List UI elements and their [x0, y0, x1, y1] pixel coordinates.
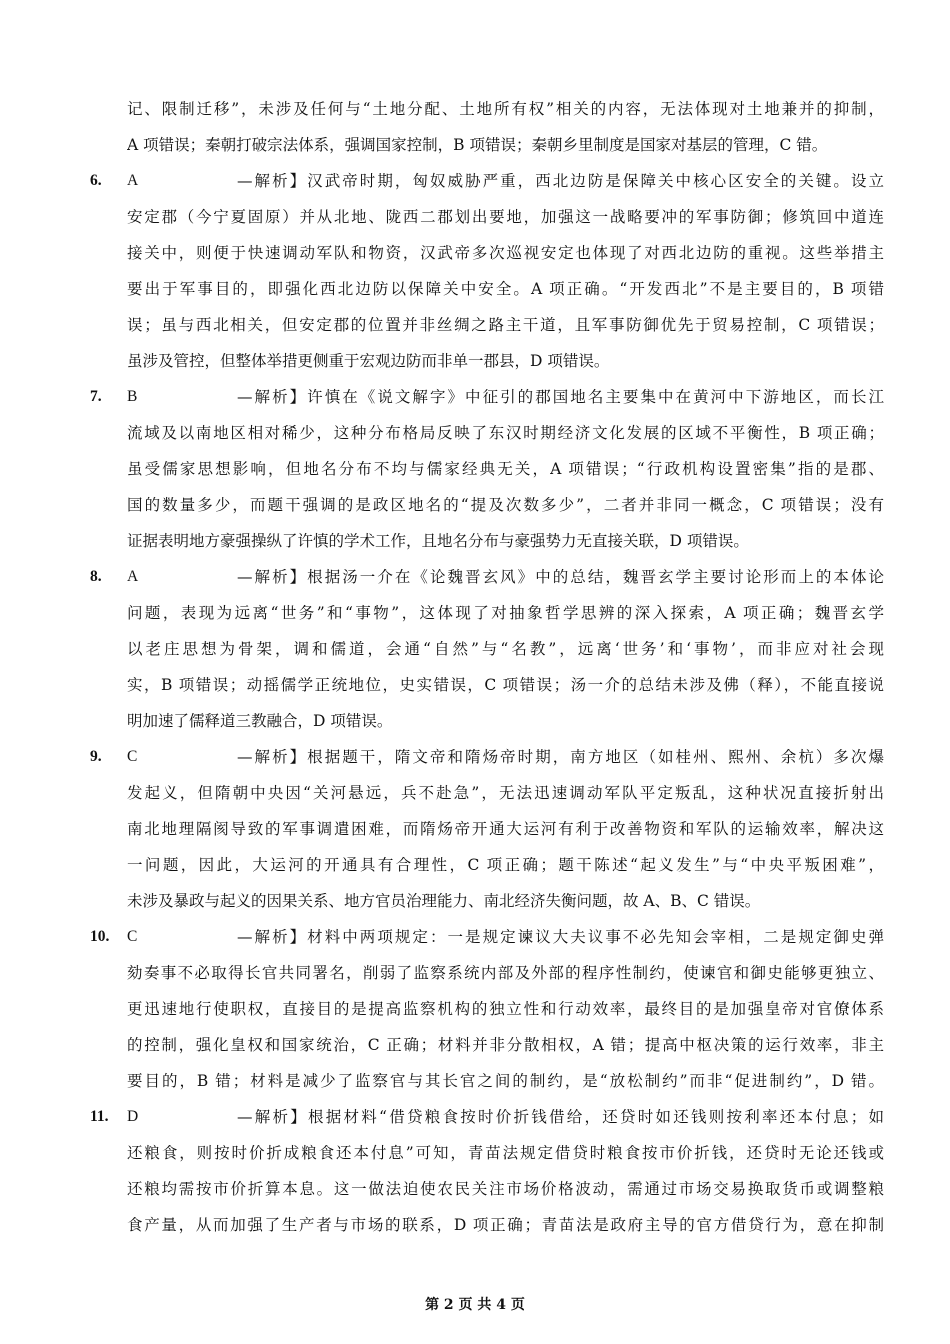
text-line: 食产量，从而加强了生产者与市场的联系，D 项正确；青苗法是政府主导的官方借贷行为，意在抑制 — [127, 1216, 884, 1234]
text-line: 劾奏事不必取得长官共同署名，削弱了监察系统内部及外部的程序性制约，使谏官和御史能够更独立、 — [127, 964, 884, 982]
text-line: —解析】材料中两项规定：一是规定谏议大夫议事不必先知会宰相，二是规定御史弹 — [237, 928, 884, 946]
text-line: 国的数量多少，而题干强调的是政区地名的“提及次数多少”，二者并非同一概念，C 项错误；没有 — [127, 496, 884, 514]
text-line: 虽涉及管控，但整体举措更侧重于宏观边防而非单一郡县，D 项错误。 — [127, 352, 610, 370]
question-answer: C — [127, 748, 138, 765]
text-line: —解析】根据材料“借贷粮食按时价折钱借给，还贷时如还钱则按利率还本付息；如 — [237, 1108, 884, 1126]
question-number: 6. — [90, 172, 102, 189]
text-line: 南北地理隔阂导致的军事调遣困难，而隋炀帝开通大运河有利于改善物资和军队的运输效率，解决这 — [127, 820, 884, 838]
text-line: 明加速了儒释道三教融合，D 项错误。 — [127, 712, 393, 730]
text-line: —解析】许慎在《说文解字》中征引的郡国地名主要集中在黄河中下游地区，而长江 — [237, 388, 884, 406]
text-line: 要目的，B 错；材料是减少了监察官与其长官之间的制约，是“放松制约”而非“促进制约”，D 错。 — [127, 1072, 884, 1090]
text-line: 实，B 项错误；动摇儒学正统地位，史实错误，C 项错误；汤一介的总结未涉及佛（释），不能直接说 — [127, 676, 884, 694]
text-line: 还粮食，则按时价折成粮食还本付息”可知，青苗法规定借贷时粮食按市价折钱，还贷时无论还钱或 — [127, 1144, 884, 1162]
text-line: 证据表明地方豪强操纵了许慎的学术工作，且地名分布与豪强势力无直接关联，D 项错误。 — [127, 532, 749, 550]
question-answer: D — [127, 1108, 139, 1125]
text-line: 问题，表现为远离“世务”和“事物”，这体现了对抽象哲学思辨的深入探索，A 项正确；魏晋玄学 — [127, 604, 884, 622]
question-answer: C — [127, 928, 138, 945]
text-line: —解析】汉武帝时期，匈奴威胁严重，西北边防是保障关中核心区安全的关键。设立 — [237, 172, 884, 190]
text-line: 误；虽与西北相关，但安定郡的位置并非丝绸之路主干道，且军事防御优先于贸易控制，C 项错误； — [127, 316, 884, 334]
text-line: 还粮均需按市价折算本息。这一做法迫使农民关注市场价格波动，需通过市场交易换取货币或调整粮 — [127, 1180, 884, 1198]
text-line: A 项错误；秦朝打破宗法体系，强调国家控制，B 项错误；秦朝乡里制度是国家对基层的管理，C 错。 — [127, 136, 828, 154]
question-number: 11. — [90, 1108, 109, 1125]
question-number: 7. — [90, 388, 102, 405]
question-number: 8. — [90, 568, 102, 585]
question-number: 10. — [90, 928, 110, 945]
text-line: 更迅速地行使职权，直接目的是提高监察机构的独立性和行动效率，最终目的是加强皇帝对官僚体系 — [127, 1000, 884, 1018]
text-line: 流域及以南地区相对稀少，这种分布格局反映了东汉时期经济文化发展的区域不平衡性，B 项正确； — [127, 424, 884, 442]
text-line: 以老庄思想为骨架，调和儒道，会通“自然”与“名教”，远离‘世务’和‘事物’，而非应对社会现 — [127, 640, 884, 658]
text-line: 安定郡（今宁夏固原）并从北地、陇西二郡划出要地，加强这一战略要冲的军事防御；修筑回中道连 — [127, 208, 884, 226]
text-line: 要出于军事目的，即强化西北边防以保障关中安全。A 项正确。“开发西北”不是主要目的，B 项错 — [127, 280, 884, 298]
text-line: 一问题，因此，大运河的开通具有合理性，C 项正确；题干陈述“起义发生”与“中央平叛困难”， — [127, 856, 884, 874]
text-line: 接关中，则便于快速调动军队和物资，汉武帝多次巡视安定也体现了对西北边防的重视。这些举措主 — [127, 244, 884, 262]
text-line: —解析】根据汤一介在《论魏晋玄风》中的总结，魏晋玄学主要讨论形而上的本体论 — [237, 568, 884, 586]
question-number: 9. — [90, 748, 102, 765]
question-answer: A — [127, 172, 139, 189]
question-answer: A — [127, 568, 139, 585]
text-line: 的控制，强化皇权和国家统治，C 正确；材料并非分散相权，A 错；提高中枢决策的运行效率，非主 — [127, 1036, 884, 1054]
page-footer: 第 2 页 共 4 页 — [425, 1297, 525, 1313]
text-line: —解析】根据题干，隋文帝和隋炀帝时期，南方地区（如桂州、熙州、余杭）多次爆 — [237, 748, 884, 766]
question-answer: B — [127, 388, 138, 405]
text-line: 未涉及暴政与起义的因果关系、地方官员治理能力、南北经济失衡问题，故 A、B、C 错误。 — [127, 892, 761, 910]
text-line: 记、限制迁移”，未涉及任何与“土地分配、土地所有权”相关的内容，无法体现对土地兼并的抑制， — [127, 100, 884, 118]
text-line: 发起义，但隋朝中央因“关河悬远，兵不赴急”，无法迅速调动军队平定叛乱，这种状况直接折射出 — [127, 784, 884, 802]
text-line: 虽受儒家思想影响，但地名分布不均与儒家经典无关，A 项错误；“行政机构设置密集”指的是郡、 — [127, 460, 884, 478]
